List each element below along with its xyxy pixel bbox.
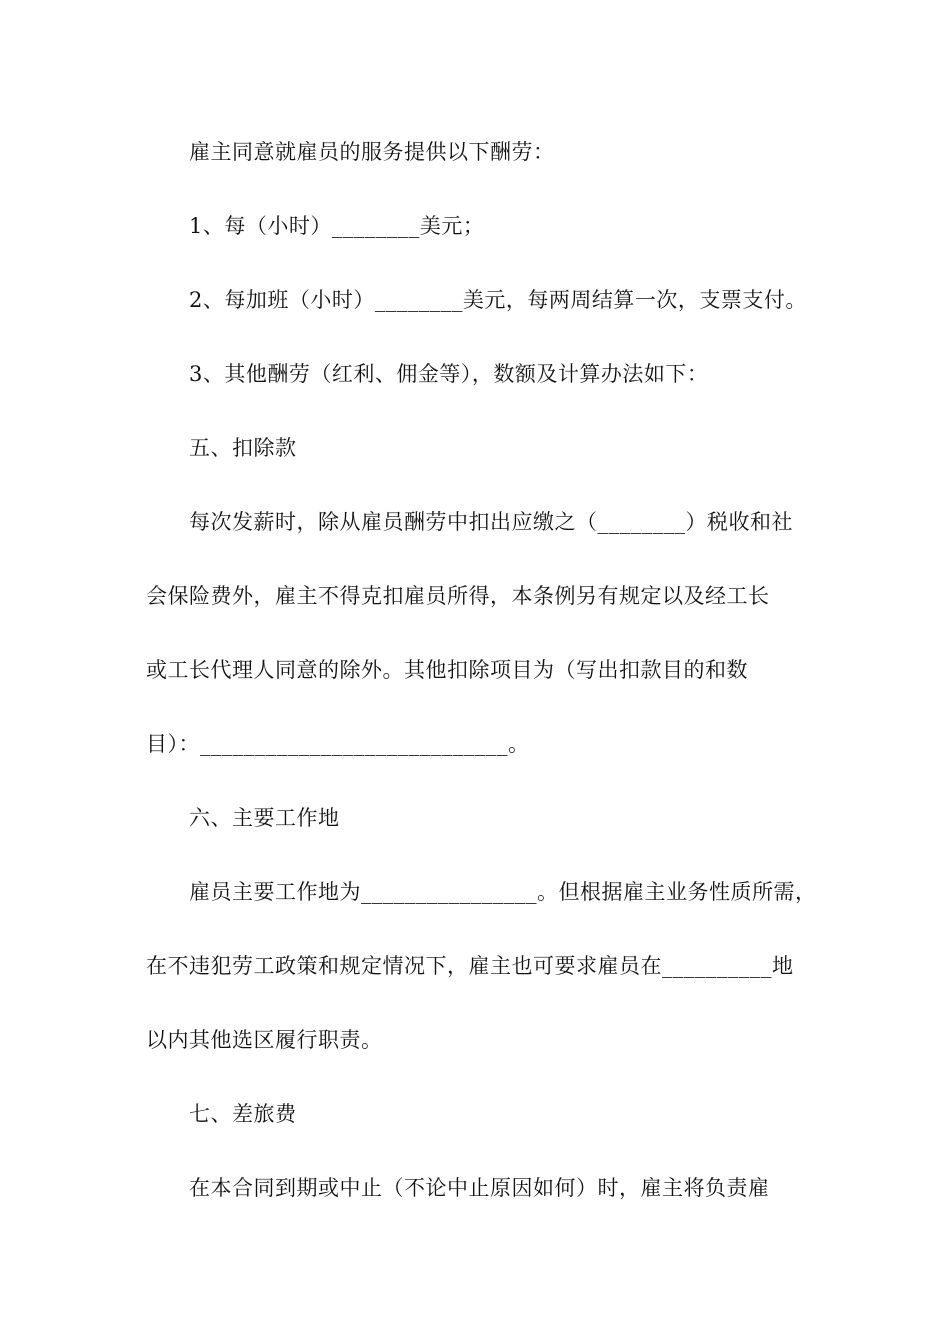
section-heading-deductions: 五、扣除款 bbox=[189, 436, 297, 460]
paragraph-workplace-line-1: 雇员主要工作地为________________。但根据雇主业务性质所需， bbox=[189, 880, 817, 904]
item-other-compensation: 3、其他酬劳（红利、佣金等），数额及计算办法如下： bbox=[189, 362, 709, 386]
section-heading-travel-expenses: 七、差旅费 bbox=[189, 1102, 297, 1126]
item-hourly-rate: 1、每（小时）________美元； bbox=[189, 214, 485, 238]
paragraph-deductions-line-4: 目）：____________________________。 bbox=[146, 732, 530, 756]
paragraph-deductions-line-3: 或工长代理人同意的除外。其他扣除项目为（写出扣款目的和数 bbox=[146, 658, 748, 682]
paragraph-workplace-line-2: 在不违犯劳工政策和规定情况下，雇主也可要求雇员在__________地 bbox=[146, 954, 794, 978]
paragraph-deductions-line-1: 每次发薪时，除从雇员酬劳中扣出应缴之（________）税收和社 bbox=[189, 510, 793, 534]
paragraph-deductions-line-2: 会保险费外，雇主不得克扣雇员所得，本条例另有规定以及经工长 bbox=[146, 584, 770, 608]
paragraph-travel-line-1: 在本合同到期或中止（不论中止原因如何）时，雇主将负责雇 bbox=[189, 1176, 770, 1200]
paragraph-workplace-line-3: 以内其他选区履行职责。 bbox=[146, 1028, 383, 1052]
paragraph-compensation-intro: 雇主同意就雇员的服务提供以下酬劳： bbox=[189, 140, 555, 164]
item-overtime-rate: 2、每加班（小时）________美元，每两周结算一次，支票支付。 bbox=[189, 288, 807, 312]
section-heading-workplace: 六、主要工作地 bbox=[189, 806, 340, 830]
